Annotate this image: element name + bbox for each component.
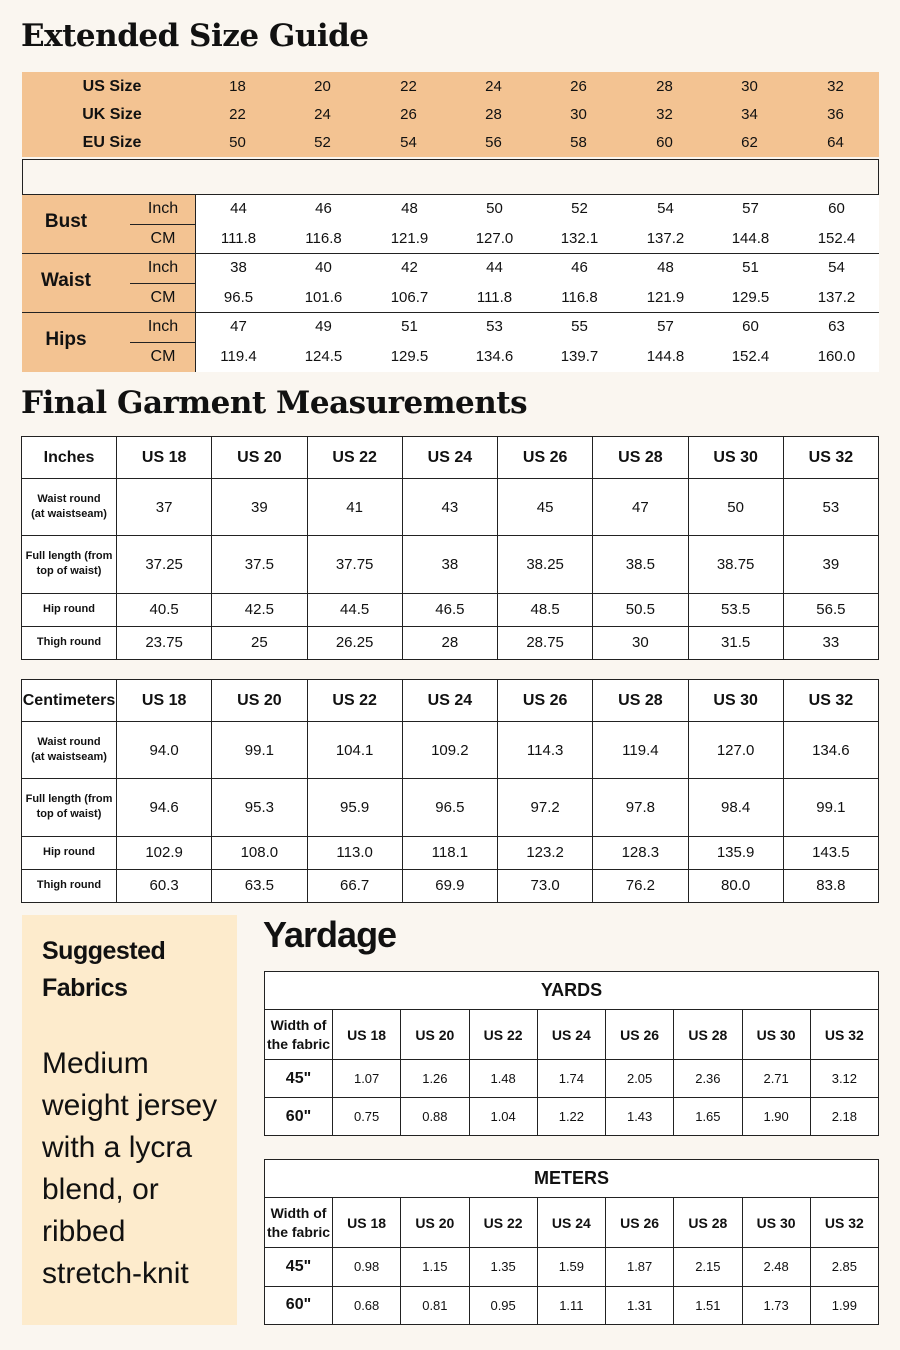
- measure-cell: 51: [401, 318, 418, 335]
- size-cell: 32: [656, 106, 673, 123]
- size-cell: 24: [485, 78, 502, 95]
- measure-cell: 116.8: [305, 230, 342, 247]
- table-cell: 1.59: [537, 1248, 605, 1287]
- measure-cell: 57: [657, 318, 674, 335]
- table-cell: 0.75: [333, 1098, 401, 1136]
- size-conversion-band: [22, 72, 879, 157]
- table-header-row: [265, 1198, 879, 1248]
- row-label-line: Waist round: [37, 736, 101, 749]
- table-cell: 39: [783, 536, 878, 593]
- measure-cell: 60: [828, 200, 845, 217]
- size-cell: 30: [570, 106, 587, 123]
- table-cell: 41: [307, 479, 402, 536]
- measure-cell: 38: [230, 259, 247, 276]
- fabric-width-label: 45": [265, 1060, 333, 1098]
- table-cell: 28: [402, 626, 497, 659]
- measure-cell: 137.2: [646, 230, 685, 247]
- measure-cell: 63: [828, 318, 845, 335]
- size-header: US 30: [688, 437, 783, 479]
- size-header: US 28: [674, 1010, 742, 1060]
- table-cell: 38.25: [498, 536, 593, 593]
- group-divider: [22, 312, 879, 313]
- size-header: US 32: [783, 680, 878, 722]
- table-cell: 114.3: [498, 722, 593, 779]
- unit-label: Inch: [147, 200, 179, 217]
- table-row: [22, 779, 879, 836]
- table-cell: 1.11: [537, 1286, 605, 1325]
- table-cell: 46.5: [402, 593, 497, 626]
- table-cell: 47: [593, 479, 688, 536]
- width-label-line: Width of: [270, 1204, 327, 1221]
- width-label-line: the fabric: [266, 1223, 330, 1240]
- table-cell: 1.74: [537, 1060, 605, 1098]
- size-cell: 28: [656, 78, 673, 95]
- measure-cell: 57: [742, 200, 759, 217]
- table-cell: 26.25: [307, 626, 402, 659]
- table-cell: 30: [593, 626, 688, 659]
- measure-cell: 111.8: [476, 289, 513, 306]
- table-cell: 1.35: [469, 1248, 537, 1287]
- table-cell: 3.12: [810, 1060, 878, 1098]
- table-cell: 134.6: [783, 722, 878, 779]
- unit-label: CM: [150, 348, 176, 365]
- size-header: US 22: [307, 437, 402, 479]
- table-row: [22, 536, 879, 593]
- size-cell: 52: [314, 134, 331, 151]
- table-cell: 48.5: [498, 593, 593, 626]
- table-row: [265, 1286, 879, 1325]
- measure-cell: 137.2: [817, 289, 856, 306]
- measure-cell: 46: [571, 259, 588, 276]
- size-cell: 26: [400, 106, 417, 123]
- meters-caption: METERS: [265, 1160, 879, 1198]
- size-cell: 32: [827, 78, 844, 95]
- size-cell: 18: [229, 78, 246, 95]
- measure-cell: 106.7: [390, 289, 429, 306]
- measure-cell: 121.9: [646, 289, 685, 306]
- size-header: US 32: [783, 437, 878, 479]
- table-cell: 60.3: [117, 869, 212, 902]
- size-cell: 22: [400, 78, 417, 95]
- size-cell: 54: [400, 134, 417, 151]
- table-cell: 66.7: [307, 869, 402, 902]
- row-label: [22, 479, 117, 536]
- measure-cell: 129.5: [731, 289, 770, 306]
- row-label-line: Full length (from: [25, 793, 113, 806]
- measure-cell: 134.6: [475, 348, 514, 365]
- spacer-box: [22, 159, 879, 195]
- row-label-line: Full length (from: [25, 550, 113, 563]
- measure-cell: 51: [742, 259, 759, 276]
- row-label: Hip round: [22, 836, 117, 869]
- size-header: US 22: [307, 680, 402, 722]
- table-cell: 1.51: [674, 1286, 742, 1325]
- table-cell: 118.1: [402, 836, 497, 869]
- measure-cell: 132.1: [560, 230, 599, 247]
- measure-cell: 119.4: [220, 348, 257, 365]
- table-cell: 0.98: [333, 1248, 401, 1287]
- table-cell: 98.4: [688, 779, 783, 836]
- measure-cell: 40: [315, 259, 332, 276]
- row-label: Thigh round: [22, 626, 117, 659]
- table-caption-row: [265, 1160, 879, 1198]
- measure-cell: 44: [230, 200, 247, 217]
- uk-size-row: [22, 101, 879, 129]
- size-header: US 30: [688, 680, 783, 722]
- row-label-line: (at waistseam): [31, 508, 107, 521]
- measure-cell: 129.5: [390, 348, 429, 365]
- measure-cell: 49: [315, 318, 332, 335]
- waist-label: Waist: [41, 270, 91, 291]
- table-cell: 37.5: [212, 536, 307, 593]
- table-cell: 1.73: [742, 1286, 810, 1325]
- size-header: US 26: [498, 680, 593, 722]
- inches-header: Inches: [22, 437, 117, 479]
- unit-label: CM: [150, 230, 176, 247]
- size-cell: 24: [314, 106, 331, 123]
- measure-cell: 96.5: [223, 289, 254, 306]
- size-cell: 56: [485, 134, 502, 151]
- table-cell: 95.9: [307, 779, 402, 836]
- table-cell: 43: [402, 479, 497, 536]
- measure-cell: 152.4: [731, 348, 770, 365]
- table-row: [265, 1248, 879, 1287]
- hips-label: Hips: [45, 329, 87, 350]
- bust-label: Bust: [44, 211, 88, 232]
- measure-cell: 54: [828, 259, 845, 276]
- measure-cell: 144.8: [731, 230, 770, 247]
- measure-cell: 144.8: [646, 348, 685, 365]
- garment-centimeters-table: [21, 679, 879, 903]
- unit-label: CM: [150, 289, 176, 306]
- table-cell: 45: [498, 479, 593, 536]
- yards-caption: YARDS: [265, 972, 879, 1010]
- table-cell: 40.5: [117, 593, 212, 626]
- table-cell: 123.2: [498, 836, 593, 869]
- width-of-fabric-label: [265, 1010, 333, 1060]
- size-cell: 34: [741, 106, 758, 123]
- table-header-row: [22, 437, 879, 479]
- measure-cell: 160.0: [817, 348, 856, 365]
- garment-inches-table: [21, 436, 879, 660]
- centimeters-header: Centimeters: [22, 680, 117, 722]
- size-cell: 26: [570, 78, 587, 95]
- measure-cell: 48: [657, 259, 674, 276]
- table-cell: 113.0: [307, 836, 402, 869]
- table-cell: 104.1: [307, 722, 402, 779]
- width-of-fabric-label: [265, 1198, 333, 1248]
- size-header: US 20: [401, 1198, 469, 1248]
- table-row: [22, 479, 879, 536]
- size-header: US 18: [333, 1010, 401, 1060]
- measure-cell: 42: [401, 259, 418, 276]
- row-label: Hip round: [22, 593, 117, 626]
- table-row: [22, 626, 879, 659]
- measure-cell: 101.6: [304, 289, 343, 306]
- size-header: US 26: [606, 1010, 674, 1060]
- table-cell: 108.0: [212, 836, 307, 869]
- size-header: US 30: [742, 1198, 810, 1248]
- size-cell: 20: [314, 78, 331, 95]
- table-cell: 128.3: [593, 836, 688, 869]
- measure-cell: 60: [742, 318, 759, 335]
- measure-cell: 48: [401, 200, 418, 217]
- size-header: US 28: [593, 437, 688, 479]
- fabric-width-label: 60": [265, 1098, 333, 1136]
- us-size-row: [22, 73, 879, 101]
- table-cell: 69.9: [402, 869, 497, 902]
- table-cell: 0.68: [333, 1286, 401, 1325]
- table-cell: 102.9: [117, 836, 212, 869]
- table-cell: 1.31: [606, 1286, 674, 1325]
- size-header: US 24: [537, 1010, 605, 1060]
- size-header: US 22: [469, 1198, 537, 1248]
- table-cell: 1.07: [333, 1060, 401, 1098]
- fabric-width-label: 60": [265, 1286, 333, 1325]
- table-cell: 53: [783, 479, 878, 536]
- unit-label: Inch: [147, 259, 179, 276]
- table-cell: 56.5: [783, 593, 878, 626]
- table-cell: 96.5: [402, 779, 497, 836]
- fabrics-title-line: Suggested: [42, 937, 166, 965]
- measure-cell: 52: [571, 200, 588, 217]
- size-header: US 24: [537, 1198, 605, 1248]
- table-cell: 97.2: [498, 779, 593, 836]
- table-cell: 1.48: [469, 1060, 537, 1098]
- measure-cell: 44: [486, 259, 503, 276]
- row-label: [22, 722, 117, 779]
- size-cell: 36: [827, 106, 844, 123]
- table-cell: 2.36: [674, 1060, 742, 1098]
- table-cell: 2.18: [810, 1098, 878, 1136]
- table-cell: 95.3: [212, 779, 307, 836]
- table-cell: 1.43: [606, 1098, 674, 1136]
- yards-table: [264, 971, 879, 1136]
- table-caption-row: [265, 972, 879, 1010]
- table-cell: 38.5: [593, 536, 688, 593]
- table-cell: 2.48: [742, 1248, 810, 1287]
- table-cell: 50.5: [593, 593, 688, 626]
- size-cell: 28: [485, 106, 502, 123]
- table-cell: 99.1: [212, 722, 307, 779]
- table-row: [22, 869, 879, 902]
- table-cell: 83.8: [783, 869, 878, 902]
- table-row: [265, 1060, 879, 1098]
- measure-cell: 139.7: [560, 348, 599, 365]
- suggested-fabrics-panel: [22, 915, 237, 1325]
- row-label-line: (at waistseam): [31, 751, 107, 764]
- row-label-line: top of waist): [36, 565, 102, 578]
- width-label-line: the fabric: [266, 1035, 330, 1052]
- size-cell: 60: [656, 134, 673, 151]
- table-row: [22, 836, 879, 869]
- suggested-fabrics-title: [42, 933, 165, 1007]
- size-cell: 22: [229, 106, 246, 123]
- size-header: US 24: [402, 437, 497, 479]
- size-header: US 30: [742, 1010, 810, 1060]
- table-cell: 1.22: [537, 1098, 605, 1136]
- table-cell: 2.15: [674, 1248, 742, 1287]
- measure-cell: 111.8: [220, 230, 257, 247]
- yardage-title: Yardage: [263, 914, 397, 955]
- table-header-row: [22, 680, 879, 722]
- measure-cell: 121.9: [390, 230, 429, 247]
- row-label: Thigh round: [22, 869, 117, 902]
- table-cell: 39: [212, 479, 307, 536]
- suggested-fabrics-text: Medium weight jersey with a lycra blend, or ribbed stretch-knit: [42, 1047, 218, 1290]
- measure-cell: 46: [315, 200, 332, 217]
- table-cell: 1.15: [401, 1248, 469, 1287]
- measure-cell: 124.5: [304, 348, 343, 365]
- table-cell: 2.71: [742, 1060, 810, 1098]
- size-header: US 32: [810, 1010, 878, 1060]
- table-cell: 143.5: [783, 836, 878, 869]
- table-cell: 127.0: [688, 722, 783, 779]
- size-header: US 26: [606, 1198, 674, 1248]
- measurement-values: [196, 195, 879, 372]
- table-cell: 38.75: [688, 536, 783, 593]
- measure-cell: 55: [571, 318, 588, 335]
- table-cell: 44.5: [307, 593, 402, 626]
- meters-table: [264, 1159, 879, 1325]
- table-cell: 109.2: [402, 722, 497, 779]
- eu-size-row: [22, 129, 879, 157]
- column-divider: [195, 195, 196, 372]
- table-cell: 135.9: [688, 836, 783, 869]
- size-header: US 18: [333, 1198, 401, 1248]
- size-header: US 22: [469, 1010, 537, 1060]
- table-cell: 31.5: [688, 626, 783, 659]
- size-header: US 32: [810, 1198, 878, 1248]
- row-label: [22, 779, 117, 836]
- table-cell: 33: [783, 626, 878, 659]
- size-cell: 62: [741, 134, 758, 151]
- table-cell: 0.88: [401, 1098, 469, 1136]
- table-cell: 73.0: [498, 869, 593, 902]
- row-label-line: top of waist): [36, 808, 102, 821]
- uk-size-label: UK Size: [82, 106, 142, 123]
- table-cell: 0.81: [401, 1286, 469, 1325]
- table-cell: 99.1: [783, 779, 878, 836]
- size-cell: 58: [570, 134, 587, 151]
- size-header: US 20: [212, 680, 307, 722]
- size-header: US 28: [593, 680, 688, 722]
- measure-cell: 152.4: [817, 230, 856, 247]
- row-label: [22, 536, 117, 593]
- table-cell: 63.5: [212, 869, 307, 902]
- table-cell: 94.6: [117, 779, 212, 836]
- measure-cell: 47: [230, 318, 247, 335]
- table-cell: 2.85: [810, 1248, 878, 1287]
- table-cell: 1.99: [810, 1286, 878, 1325]
- table-cell: 97.8: [593, 779, 688, 836]
- table-row: [22, 593, 879, 626]
- size-header: US 18: [117, 437, 212, 479]
- table-cell: 53.5: [688, 593, 783, 626]
- table-header-row: [265, 1010, 879, 1060]
- table-cell: 76.2: [593, 869, 688, 902]
- table-cell: 25: [212, 626, 307, 659]
- unit-label: Inch: [147, 318, 179, 335]
- width-label-line: Width of: [270, 1016, 327, 1033]
- size-header: US 28: [674, 1198, 742, 1248]
- table-cell: 94.0: [117, 722, 212, 779]
- us-size-label: US Size: [82, 78, 142, 95]
- table-cell: 38: [402, 536, 497, 593]
- measurement-labels: [22, 195, 196, 372]
- measure-cell: 127.0: [475, 230, 514, 247]
- table-cell: 42.5: [212, 593, 307, 626]
- table-cell: 2.05: [606, 1060, 674, 1098]
- fabrics-title-line: Fabrics: [42, 974, 128, 1002]
- garment-measurements-title: Final Garment Measurements: [21, 385, 528, 421]
- size-cell: 30: [741, 78, 758, 95]
- table-row: [22, 722, 879, 779]
- eu-size-label: EU Size: [82, 134, 142, 151]
- table-cell: 37.75: [307, 536, 402, 593]
- table-cell: 37.25: [117, 536, 212, 593]
- table-cell: 23.75: [117, 626, 212, 659]
- table-cell: 1.65: [674, 1098, 742, 1136]
- table-cell: 1.90: [742, 1098, 810, 1136]
- size-cell: 50: [229, 134, 246, 151]
- size-header: US 24: [402, 680, 497, 722]
- table-cell: 1.04: [469, 1098, 537, 1136]
- table-cell: 1.87: [606, 1248, 674, 1287]
- size-header: US 26: [498, 437, 593, 479]
- table-cell: 28.75: [498, 626, 593, 659]
- table-cell: 1.26: [401, 1060, 469, 1098]
- group-divider: [22, 253, 879, 254]
- measure-cell: 50: [486, 200, 503, 217]
- fabric-width-label: 45": [265, 1248, 333, 1287]
- table-row: [265, 1098, 879, 1136]
- extended-size-guide-title: Extended Size Guide: [21, 18, 369, 54]
- size-cell: 64: [827, 134, 844, 151]
- table-cell: 37: [117, 479, 212, 536]
- table-cell: 119.4: [593, 722, 688, 779]
- table-cell: 50: [688, 479, 783, 536]
- measure-cell: 54: [657, 200, 674, 217]
- size-header: US 20: [212, 437, 307, 479]
- table-cell: 0.95: [469, 1286, 537, 1325]
- table-cell: 80.0: [688, 869, 783, 902]
- row-label-line: Waist round: [37, 493, 101, 506]
- size-header: US 18: [117, 680, 212, 722]
- measure-cell: 53: [486, 318, 503, 335]
- measure-cell: 116.8: [561, 289, 598, 306]
- size-header: US 20: [401, 1010, 469, 1060]
